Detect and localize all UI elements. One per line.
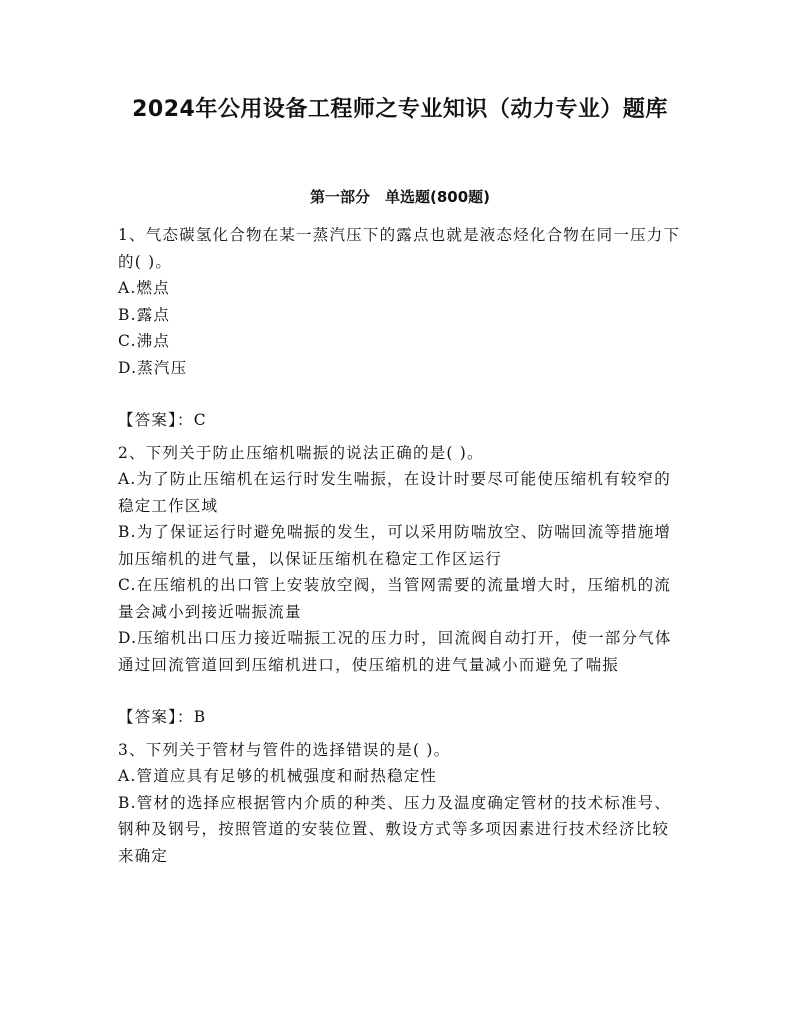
answer-label: 【答案】： xyxy=(118,411,194,429)
answer-line xyxy=(118,704,684,731)
question-list xyxy=(118,222,684,869)
section-title: 第一部分 单选题(800题) xyxy=(309,188,491,206)
option-d: D.压缩机出口压力接近喘振工况的压力时，回流阀自动打开，使一部分气体通过回流管道回到压缩机进口，使压缩机的进气量减小而避免了喘振 xyxy=(118,629,672,674)
option-c: C.在压缩机的出口管上安装放空阀，当管网需要的流量增大时，压缩机的流量会减小到接近喘振流量 xyxy=(118,576,672,621)
question-stem: 1、气态碳氢化合物在某一蒸汽压下的露点也就是液态烃化合物在同一压力下的( )。 xyxy=(118,226,681,271)
option-a: A.管道应具有足够的机械强度和耐热稳定性 xyxy=(118,767,438,785)
option-c: C.沸点 xyxy=(118,332,171,350)
option-d: D.蒸汽压 xyxy=(118,358,188,377)
question-1 xyxy=(118,222,684,434)
option-b: B.为了保证运行时避免喘振的发生，可以采用防喘放空、防喘回流等措施增加压缩机的进气量，以保证压缩机在稳定工作区运行 xyxy=(118,523,672,568)
question-stem: 3、下列关于管材与管件的选择错误的是( )。 xyxy=(118,740,451,759)
answer-label: 【答案】： xyxy=(118,708,194,726)
option-a: A.燃点 xyxy=(118,279,170,297)
option-b: B.露点 xyxy=(118,305,171,324)
answer-line xyxy=(118,407,684,434)
document-title: 2024年公用设备工程师之专业知识（动力专业）题库 xyxy=(132,97,668,122)
option-b: B.管材的选择应根据管内介质的种类、压力及温度确定管材的技术标准号、钢种及钢号，按照管道的安装位置、敷设方式等多项因素进行技术经济比较来确定 xyxy=(118,793,672,865)
option-a: A.为了防止压缩机在运行时发生喘振，在设计时要尽可能使压缩机有较窄的稳定工作区域 xyxy=(118,470,671,515)
answer-value: B xyxy=(193,708,207,726)
question-stem: 2、下列关于防止压缩机喘振的说法正确的是( )。 xyxy=(118,443,484,462)
question-3 xyxy=(118,737,684,870)
question-2 xyxy=(118,440,684,731)
answer-value: C xyxy=(193,411,207,429)
